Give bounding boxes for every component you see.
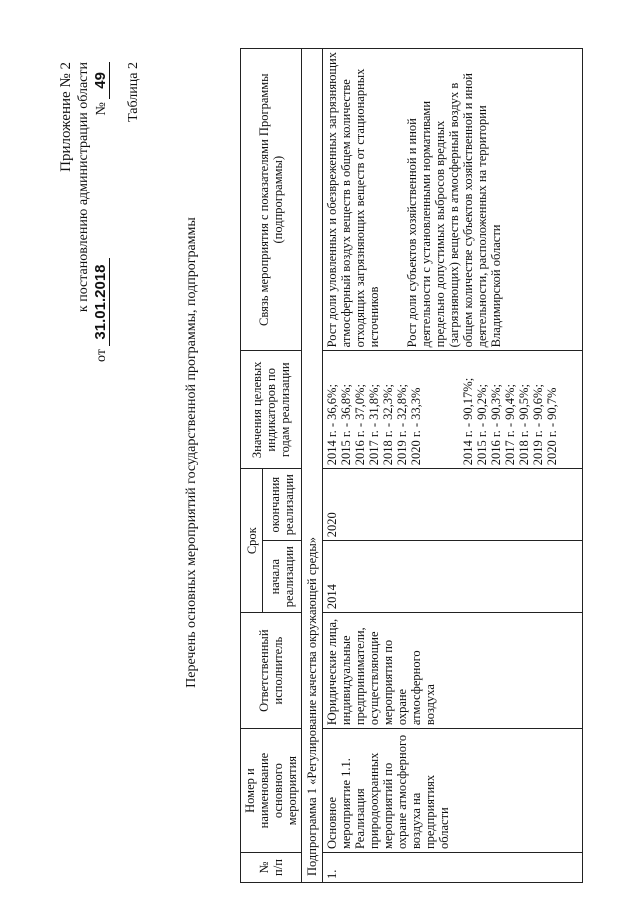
link-text-2: Рост доли субъектов хозяйственной и иной деятельности с установленными нормативами предельно допустимых выбросов вредных (загрязняющих) веществ в атмосферный воздух в общем количестве субъектов хозяйственной и иной деятельности, расположенных на территории Владимирской области [405, 73, 503, 348]
col-end: окончания реализации [263, 469, 302, 541]
col-name: Номер и наименование основного мероприятия [241, 729, 302, 853]
col-term: Срок [241, 469, 263, 613]
date-line [92, 258, 110, 362]
row-num: 1. [323, 853, 583, 883]
appendix-label: Приложение № 2 [58, 62, 74, 172]
resolution-label: к постановлению администрации области [76, 62, 91, 313]
header-row [241, 49, 263, 883]
col-executor: Ответственный исполнитель [241, 613, 302, 729]
link-text-1: Рост доли уловленных и обезвреженных загрязняющих атмосферный воздух веществ в общем количестве отходящих загрязняющих веществ от стационарных источников [325, 51, 381, 348]
subprogram-row [302, 49, 323, 883]
row-indicators [323, 351, 583, 469]
indicator-values-2: 2014 г. - 90,17%; 2015 г. - 90,2%; 2016 г. - 90,3%; 2017 г. - 90,4%; 2018 г. - 90,5%; 2019 г. - 90,6%; 2020 г. - 90,7% [461, 377, 559, 466]
resolution-date: 31.01.2018 [92, 258, 110, 345]
subprogram-title: Подпрограмма 1 «Регулирование качества окружающей среды» [302, 49, 323, 883]
row-end: 2020 [323, 469, 583, 541]
col-link: Связь мероприятия с показателями Программы (подпрограммы) [241, 49, 302, 351]
indicator-values-1: 2014 г. - 36,6%; 2015 г. - 36,8%; 2016 г. - 37,0%; 2017 г. - 31,8%; 2018 г. - 32,3%; 2019 г. - 32,8%; 2020 г. - 33,3% [325, 384, 423, 466]
row-name: Основное мероприятие 1.1. Реализация природоохранных мероприятий по охране атмосферного воздуха на предприятиях области [323, 729, 583, 853]
document-title: Перечень основных мероприятий государственной программы, подпрограммы [184, 217, 199, 688]
col-indicators: Значения целевых индикаторов по годам реализации [241, 351, 302, 469]
resolution-details [92, 62, 110, 362]
col-start: начала реализации [263, 541, 302, 613]
table-number: Таблица 2 [126, 62, 141, 122]
number-label: № [94, 102, 109, 116]
row-start: 2014 [323, 541, 583, 613]
from-label: от [94, 349, 109, 362]
row-executor: Юридические лица, индивидуальные предприниматели, осуществляющие мероприятия по охране атмосферного воздуха [323, 613, 583, 729]
col-num: № п/п [241, 853, 302, 883]
resolution-number: 49 [92, 62, 110, 99]
table-row [323, 49, 583, 883]
number-line [92, 62, 110, 116]
measures-table [240, 48, 583, 883]
document-header [58, 62, 110, 362]
row-link [323, 49, 583, 351]
